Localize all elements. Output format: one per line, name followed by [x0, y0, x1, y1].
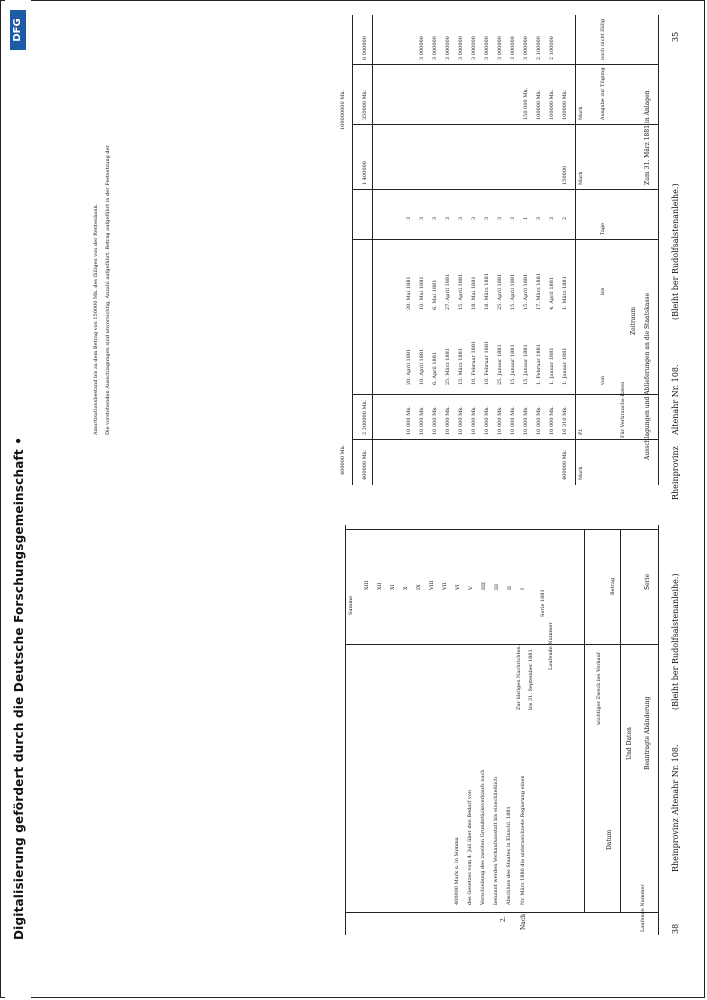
row-1-line-1: Nr. März 1880 die unterzeichnete Regierung einen [520, 775, 526, 905]
bis-8: 18. Mai 1881 [471, 276, 477, 310]
bis-3: 17. März 1881 [536, 273, 542, 310]
roman-3: III [494, 584, 500, 590]
left-table-bottom-rule [345, 525, 346, 935]
left-summe: Summe [348, 595, 354, 615]
roman-1: I [520, 588, 526, 590]
right-header-sub: (Bleiht ber Rudolfsalstenanleihe.) [671, 183, 680, 320]
verbrauch-7: 10 000 Mk. [484, 406, 490, 435]
bis-9: 15. April 1881 [458, 273, 464, 310]
right-col-sep-6 [352, 64, 658, 65]
roman-8: VIII [429, 580, 435, 590]
verbrauch-2: 10 000 Mk. [549, 406, 555, 435]
rest2-4: 3 000000 [510, 36, 516, 60]
tage-5: 3 [510, 216, 516, 220]
row-2-note: Zur übrigen Nachrichten. [516, 644, 522, 710]
sum-total-1: 400000 Mk. [362, 449, 368, 480]
bis-13: 20. Mai 1881 [406, 276, 412, 310]
tage-10: 3 [445, 216, 451, 220]
verbrauch-5: 10 000 Mk. [510, 406, 516, 435]
dfg-logo: DFG [10, 10, 26, 50]
right-header-title: Altenahr Nr. 108. [671, 364, 680, 435]
right-table-top-rule [658, 15, 659, 485]
left-page-number: 38 [671, 923, 680, 934]
bis-7: 18. März 1881 [484, 273, 490, 310]
col-datum: Datum [606, 829, 613, 850]
right-col-sep-3 [352, 239, 658, 240]
sum-total-4: 6 000000 [362, 36, 368, 60]
left-header-rule [620, 530, 621, 913]
col-date-header: Und Daten [626, 727, 633, 760]
right-table-bottom-rule [372, 15, 373, 485]
tage-6: 3 [497, 216, 503, 220]
tage-2: 3 [549, 216, 555, 220]
roman-9: IX [416, 584, 422, 590]
sum-total-3: 350000 Mk. [362, 89, 368, 120]
roman-5: V [468, 586, 474, 590]
verbrauch-4: 10 000 Mk. [523, 406, 529, 435]
footnote-2: Amortisationsbestand bis zu dem Betrag von 150000 Mk. des fälligen von der Rentenbank. [93, 203, 99, 435]
col-verbrauch: Für Verbrauchs-Raten [620, 381, 626, 438]
bis-11: 6. Mai 1881 [432, 279, 438, 310]
right-col-sep-1 [352, 439, 658, 440]
footnote-1: Die vorstehenden Ausschlagungen sind unvorsichtig, Anzahl aufgeführt. Betrag aufgeführt in der Festsetzung der [105, 145, 111, 435]
col-lfd: Laufende Nummer [640, 884, 646, 932]
row-2-number: 2. [500, 916, 507, 922]
verbrauch-3: 10 000 Mk. [536, 406, 542, 435]
row-1-line-4: Verschiebung des zweiten Grundstücksverkaufs nach [480, 769, 486, 905]
rest2-5: 3 000000 [497, 36, 503, 60]
row-1-line-2: Abschluss des Staates in Einschl. 1881 [506, 806, 512, 905]
left-table-top-rule [658, 525, 659, 935]
tage-4: 1 [523, 216, 529, 220]
row-1-line-5: des Gesetzes vom 4. Juli über den Bedarf von [467, 789, 473, 905]
verbrauch-1: 10 310 Mk. [562, 406, 568, 435]
von-12: 10. April 1881 [419, 348, 425, 385]
von-4: 15. Januar 1881 [523, 344, 529, 385]
verbrauch-10: 10 000 Mk. [445, 406, 451, 435]
col-betrag: Betrag [610, 577, 616, 595]
left-header-title: Altenahr Nr. 108. [671, 744, 680, 815]
ausgabe-fourth: 150 000 Mk. [523, 87, 529, 120]
unit-mark-1: Mark [578, 466, 584, 480]
bis-12: 10. Mai 1881 [419, 276, 425, 310]
von-9: 15. März 1881 [458, 348, 464, 385]
col-zweck: wichtiger Zweck bei Verkauf [596, 652, 602, 725]
dfg-banner-text: Digitalisierung gefördert durch die Deutsche Forschungsgemeinschaft • [12, 436, 26, 940]
ausgabe-third: 100000 Mk. [536, 89, 542, 120]
left-header-rule-2 [584, 530, 585, 913]
sum-rest: 1 400000 [362, 161, 368, 185]
left-header: Rheinprovinz [671, 818, 680, 872]
roman-2: II [507, 586, 513, 590]
von-7: 10. Februar 1881 [484, 340, 490, 385]
left-lfd-label: Laufende Nummer [548, 622, 554, 670]
roman-11: XI [390, 584, 396, 590]
roman-6: VI [455, 584, 461, 590]
rest2-2: 2 100000 [536, 36, 542, 60]
unit-mark-2: Mark [578, 171, 584, 185]
rest2-3: 3 000000 [523, 36, 529, 60]
bis-6: 25. April 1881 [497, 273, 503, 310]
right-header-rule [575, 15, 576, 485]
left-header-sub: (Bleiht ber Rudolfsalstenanleihe.) [671, 573, 680, 710]
row-2-date: bis 31. September 1881 [528, 649, 534, 710]
von-2: 1. Januar 1881 [549, 347, 555, 385]
von-6: 25. Januar 1881 [497, 344, 503, 385]
verbrauch-8: 10 000 Mk. [471, 406, 477, 435]
col-von: von [600, 375, 606, 385]
rest2-7: 3 000000 [471, 36, 477, 60]
rest2-1: 2 100000 [549, 36, 555, 60]
roman-7: VII [442, 582, 448, 590]
col-zeitraum: Zeitraum [630, 306, 637, 335]
von-8: 10. Februar 1881 [471, 340, 477, 385]
right-header: Rheinprovinz [671, 446, 680, 500]
row-1-line-3: benannt werden Verkaufsanstalt bis einschließlich [493, 776, 499, 905]
von-5: 15. Januar 1881 [510, 344, 516, 385]
verbrauch-12: 10 000 Mk. [419, 406, 425, 435]
col-bis: bis [600, 287, 606, 295]
row-1-label: Nach [520, 913, 527, 930]
first-amount: 400000 Mk. [562, 449, 568, 480]
ausgabe-second: 100000 Mk. [549, 89, 555, 120]
right-col-sep-2 [352, 394, 658, 395]
col-rest-sum2: noch nicht fällig [600, 18, 606, 60]
dfg-banner [5, 0, 31, 1000]
verbrauch-6: 10 000 Mk. [497, 406, 503, 435]
bis-10: 27. April 1881 [445, 273, 451, 310]
von-3: 1. Februar 1881 [536, 343, 542, 385]
sum-total-2: 2 200000 Mk. [362, 399, 368, 435]
rest2-11: 3 000000 [419, 36, 425, 60]
bis-2: 4. April 1881 [549, 276, 555, 310]
von-10: 25. März 1881 [445, 348, 451, 385]
von-1: 1. Januar 1881 [562, 347, 568, 385]
tage-7: 3 [484, 216, 490, 220]
rest-first: 150000 [562, 165, 568, 185]
rest2-9: 3 000000 [445, 36, 451, 60]
tage-13: 3 [406, 216, 412, 220]
bis-1: 1. März 1881 [562, 276, 568, 310]
roman-13: XIII [364, 580, 370, 590]
roman-12: XII [377, 582, 383, 590]
verbrauch-9: 10 000 Mk. [458, 406, 464, 435]
tage-11: 3 [432, 216, 438, 220]
von-11: 6. April 1881 [432, 351, 438, 385]
ausgabe-first: 100000 Mk. [562, 89, 568, 120]
verbrauch-11: 10 000 Mk. [432, 406, 438, 435]
sum-line-2: 100000000 Mk. [340, 90, 346, 130]
sum-line-1: 400000 Mk. [340, 444, 346, 475]
right-col-sep-5 [352, 124, 658, 125]
col-ausgabe: Ausgabe zur Tilgung [600, 67, 606, 120]
verbrauch-13: 10 000 Mk. [406, 406, 412, 435]
col-group-header: Beantragte Abänderung [644, 696, 651, 770]
right-top-header: Ausschlagungen und Ablieferungen an die Staatskasse [644, 292, 651, 460]
unit-pf-1: Pf. [578, 428, 584, 435]
col-serie: Serie [644, 574, 651, 590]
tage-3: 3 [536, 216, 542, 220]
right-table-sum-rule [352, 15, 353, 485]
left-col-sep-3 [345, 529, 658, 530]
right-top-header-2: Zum 31. März 1881 in Anlagen [644, 90, 651, 185]
tage-8: 3 [471, 216, 477, 220]
unit-mark-3: Mark [578, 106, 584, 120]
rest2-8: 3 000000 [458, 36, 464, 60]
roman-4: IIII [481, 582, 487, 590]
right-page-number: 35 [671, 31, 680, 42]
rest2-10: 3 000000 [432, 36, 438, 60]
von-13: 20. April 1881 [406, 348, 412, 385]
col-tage: Tage [600, 222, 606, 235]
left-col-sep-2 [345, 644, 658, 645]
roman-10: X [403, 586, 409, 590]
row-1-line-6: 400000 Mark u. in Summa [454, 837, 460, 905]
tage-12: 3 [419, 216, 425, 220]
tage-9: 3 [458, 216, 464, 220]
bis-4: 15. April 1881 [523, 273, 529, 310]
tage-1: 2 [562, 216, 568, 220]
rest2-6: 3 000000 [484, 36, 490, 60]
right-col-sep-4 [352, 189, 658, 190]
serie-label: Serie 1881 [540, 589, 546, 617]
bis-5: 15. April 1881 [510, 273, 516, 310]
left-col-sep-1 [345, 912, 658, 913]
